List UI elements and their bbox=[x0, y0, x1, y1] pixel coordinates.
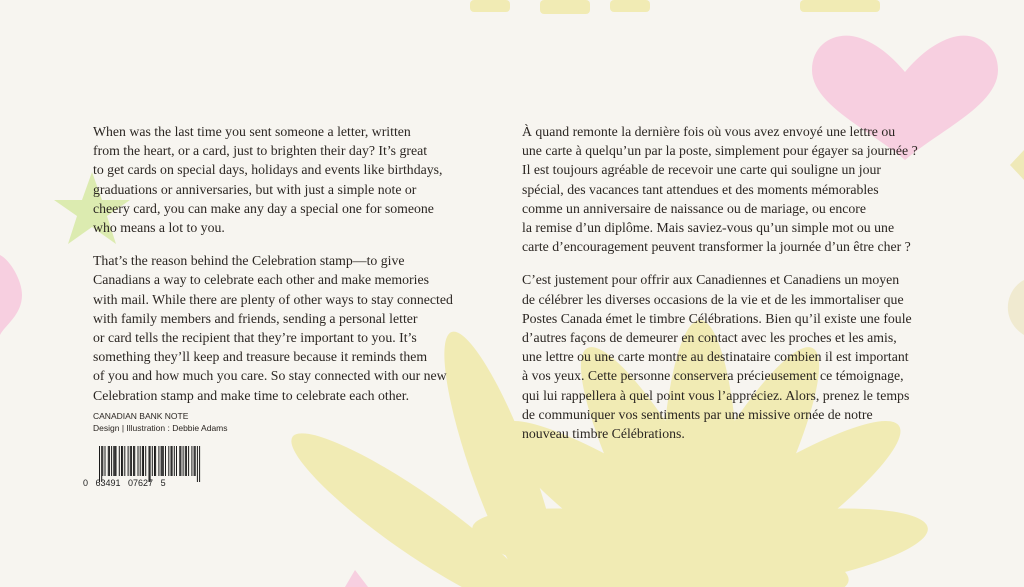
barcode-bar bbox=[185, 446, 186, 476]
text-line: Celebration stamp and make time to celebrate each other. bbox=[93, 387, 410, 403]
text-line: une lettre ou une carte montre au destinataire combien il est important bbox=[522, 349, 909, 365]
text-line: spécial, des vacances tant attendues et des moments mémorables bbox=[522, 181, 879, 197]
barcode-bar bbox=[191, 446, 192, 476]
barcode-bar bbox=[150, 446, 151, 482]
top-flower-icon bbox=[470, 0, 880, 14]
text-line: to get cards on special days, holidays and events like birthdays, bbox=[93, 162, 443, 178]
barcode-bar bbox=[128, 446, 129, 476]
text-line: C’est justement pour offrir aux Canadiennes et Canadiens un moyen bbox=[522, 272, 900, 288]
barcode-bar bbox=[134, 446, 135, 476]
text-line: À quand remonte la dernière fois où vous avez envoyé une lettre ou bbox=[522, 124, 896, 139]
barcode-bar bbox=[143, 446, 144, 476]
barcode-bar bbox=[183, 446, 184, 476]
english-paragraph-2 bbox=[93, 251, 498, 405]
barcode-bar bbox=[152, 446, 153, 476]
text-line: When was the last time you sent someone a letter, written bbox=[93, 124, 411, 139]
text-line: That’s the reason behind the Celebration stamp—to give bbox=[93, 253, 405, 269]
text-line: Postes Canada émet le timbre Célébrations. Bien qu’il existe une foule bbox=[522, 310, 912, 326]
text-line: of you and how much you care. So stay connected with our new bbox=[93, 368, 447, 384]
text-line: carte d’encouragement peuvent transformer la journée d’un être cher ? bbox=[522, 239, 911, 255]
heart-icon bbox=[345, 570, 368, 587]
barcode-bar bbox=[138, 446, 139, 476]
text-line: Il est toujours agréable de recevoir une carte qui souligne un jour bbox=[522, 162, 881, 178]
barcode-bar bbox=[101, 446, 102, 482]
text-line: de célébrer les diverses occasions de la vie et de les immortaliser que bbox=[522, 291, 904, 307]
design-credit: Design | Illustration : Debbie Adams bbox=[93, 423, 228, 433]
barcode-bar bbox=[194, 446, 195, 476]
text-line: or card tells the recipient that they’re important to you. It’s bbox=[93, 330, 417, 346]
text-line: something they’ll keep and treasure because it reminds them bbox=[93, 349, 428, 365]
english-text bbox=[93, 122, 498, 405]
text-line: nouveau timbre Célébrations. bbox=[522, 426, 685, 442]
barcode-bar bbox=[122, 446, 123, 476]
heart-icon bbox=[0, 255, 22, 335]
text-line: une carte à quelqu’un par la poste, simplement pour égayer sa journée ? bbox=[522, 143, 918, 159]
barcode-bar bbox=[163, 446, 164, 476]
barcode-bar bbox=[149, 446, 150, 482]
barcode-bar bbox=[99, 446, 100, 482]
barcode-bar bbox=[162, 446, 163, 476]
barcode-bar bbox=[174, 446, 175, 476]
barcode-bar bbox=[102, 446, 103, 476]
barcode-bar bbox=[186, 446, 187, 476]
barcode-bar bbox=[176, 446, 177, 476]
barcode-bar bbox=[116, 446, 117, 476]
barcode-bar bbox=[142, 446, 143, 476]
french-paragraph-1 bbox=[522, 122, 962, 256]
text-line: with family members and friends, sending a personal letter bbox=[93, 310, 418, 326]
barcode-bar bbox=[180, 446, 181, 476]
barcode-bar bbox=[108, 446, 109, 476]
barcode-bar bbox=[154, 446, 155, 476]
text-line: with mail. While there are plenty of other ways to stay connected bbox=[93, 291, 453, 307]
barcode-bar bbox=[109, 446, 110, 476]
barcode-bar bbox=[195, 446, 196, 476]
barcode-bar bbox=[171, 446, 172, 476]
barcode-bar bbox=[188, 446, 189, 476]
star-icon bbox=[1010, 150, 1024, 180]
barcode-bar bbox=[179, 446, 180, 476]
barcode-bar bbox=[119, 446, 120, 476]
french-text bbox=[522, 122, 962, 443]
barcode-bar bbox=[131, 446, 132, 476]
english-paragraph-1 bbox=[93, 122, 498, 237]
text-line: la remise d’un diplôme. Mais saviez-vous qu’un simple mot ou une bbox=[522, 220, 895, 236]
barcode-bar bbox=[121, 446, 122, 476]
barcode-bar bbox=[172, 446, 173, 476]
barcode-bar bbox=[111, 446, 112, 476]
french-paragraph-2 bbox=[522, 270, 962, 443]
text-line: qui lui rappellera à quel point vous l’appréciez. Alors, prenez le temps bbox=[522, 387, 910, 403]
barcode-bar bbox=[199, 446, 200, 482]
barcode-bar bbox=[124, 446, 125, 476]
text-line: Canadians a way to celebrate each other and make memories bbox=[93, 272, 429, 288]
text-line: comme un anniversaire de naissance ou de mariage, ou encore bbox=[522, 200, 867, 216]
barcode-bar bbox=[130, 446, 131, 476]
text-line: from the heart, or a card, just to brighten their day? It’s great bbox=[93, 143, 428, 159]
credits bbox=[93, 410, 228, 434]
barcode-bar bbox=[145, 446, 146, 476]
text-line: who means a lot to you. bbox=[93, 220, 225, 236]
side-shape bbox=[1008, 280, 1024, 335]
barcode-digits: 0 63491 07627 5 bbox=[83, 478, 166, 488]
text-line: graduations or anniversaries, but with just a simple note or bbox=[93, 181, 417, 197]
text-line: à vos yeux. Cette personne conservera précieusement ce témoignage, bbox=[522, 368, 904, 384]
text-line: d’autres façons de demeurer en contact avec les proches et les amis, bbox=[522, 330, 897, 346]
barcode-bar bbox=[197, 446, 198, 482]
barcode-bar bbox=[114, 446, 115, 476]
barcode-bar bbox=[158, 446, 159, 476]
text-line: cheery card, you can make any day a special one for someone bbox=[93, 200, 434, 216]
barcode-bar bbox=[113, 446, 114, 476]
printer-credit: CANADIAN BANK NOTE bbox=[93, 411, 189, 421]
barcode-bar bbox=[161, 446, 162, 476]
barcode-bar bbox=[168, 446, 169, 476]
text-line: de communiquer vos sentiments par une missive ornée de notre bbox=[522, 406, 873, 422]
barcode-bar bbox=[165, 446, 166, 476]
barcode-bar bbox=[155, 446, 156, 476]
barcode-bar bbox=[140, 446, 141, 476]
barcode-bar bbox=[105, 446, 106, 476]
barcode-bar bbox=[133, 446, 134, 476]
